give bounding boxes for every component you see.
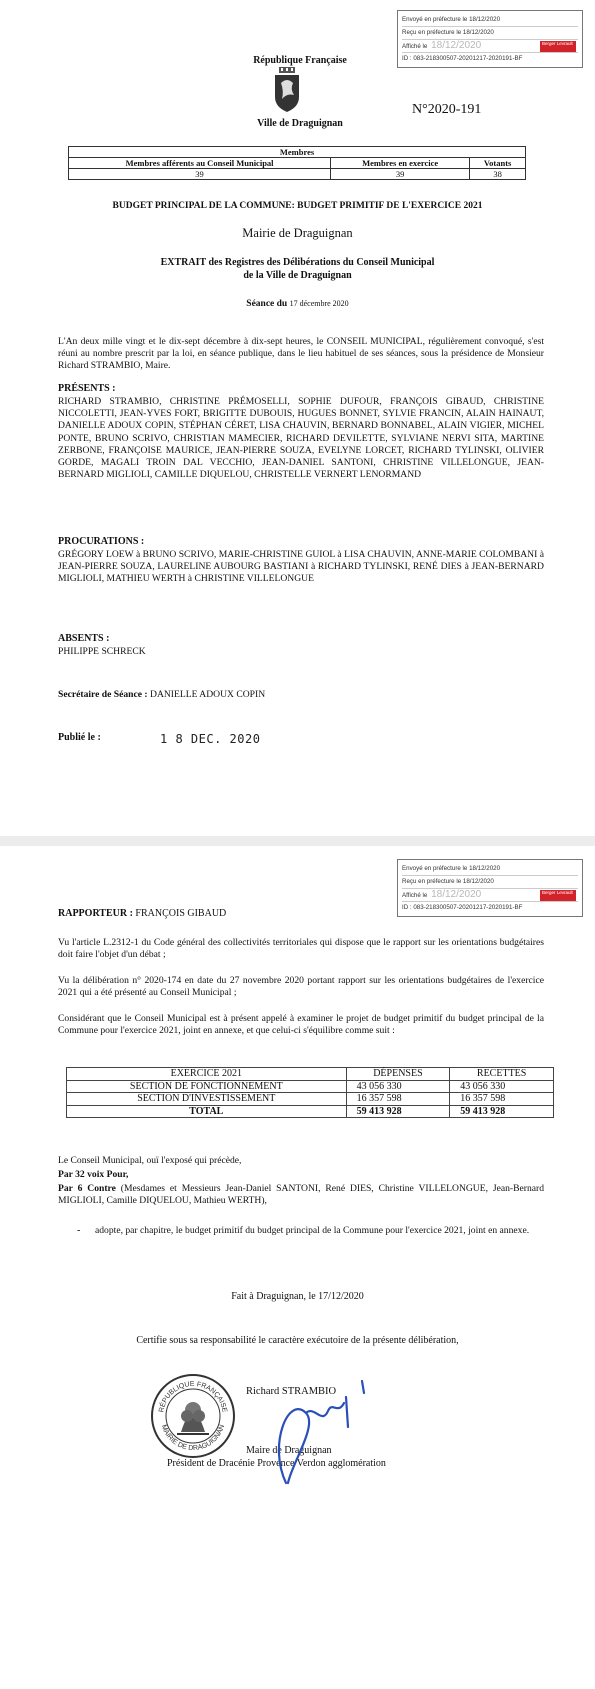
contre-label: Par 6 Contre <box>58 1183 116 1194</box>
stamp-affiche <box>402 40 578 53</box>
deliberation-number: N°2020-191 <box>412 102 482 117</box>
members-votants-value: 38 <box>470 169 526 180</box>
row-recettes: 43 056 330 <box>450 1080 554 1093</box>
considerant-paragraph: Considérant que le Conseil Municipal est à présent appelé à examiner le projet de budget primitif du budget principal de la Commune pour l'exercice 2021, joint en annexe, et que celui-ci s'équilibre comme suit : <box>58 1013 544 1036</box>
stamp-envoye: Envoyé en préfecture le 18/12/2020 <box>402 14 578 27</box>
intro-paragraph: L'An deux mille vingt et le dix-sept décembre à dix-sept heures, le CONSEIL MUNICIPAL, régulièrement convoqué, s'est réuni au nombre prescrit par la loi, en séance publique, dans le lieu habituel de ses séances, sous la présidence de Monsieur Richard STRAMBIO, Maire. <box>58 336 544 371</box>
presents-label: PRÉSENTS : <box>58 383 116 394</box>
procurations-label: PROCURATIONS : <box>58 536 145 547</box>
presents-list: RICHARD STRAMBIO, CHRISTINE PRÉMOSELLI, SOPHIE DUFOUR, FRANÇOIS GIBAUD, CHRISTINE NICCOLETTI, JEAN-YVES FORT, BRIGITTE DUBOUIS, HUGUES BONNET, SYLVIE FRANCIN, ALAIN HAINAUT, DANIELLE ADOUX COPIN, STÉPHAN CÉRET, LISA CHAUVIN, BERNARD BONNABEL, ALAIN VIGIER, MICHEL PONTE, BRUNO SCRIVO, CHRISTIAN MAMECIER, RICHARD DEVILETTE, SYLVIANE NERVI SITA, MARTINE ZERBONE, FRANÇOISE MAURICE, JEAN-PIERRE SOUZA, EVELYNE LORCET, RICHARD TYLINSKI, OLIVIER GORDE, MAGALI TROIN DAL VECCHIO, JEAN-DANIEL SANTONI, CHRISTINE VILLELONGUE, JEAN-BERNARD MIGLIOLI, CAMILLE DIQUELOU, CHRISTELLE VERNERT LENORMAND <box>58 396 544 481</box>
stamp-affiche-label: Affiché le <box>402 43 428 50</box>
mayor-president-title: Président de Dracénie Provence Verdon agglomération <box>167 1458 386 1469</box>
row-depenses: 16 357 598 <box>346 1093 450 1106</box>
oui-line: Le Conseil Municipal, ouï l'exposé qui précède, <box>58 1155 242 1166</box>
members-col-exercice: Membres en exercice <box>331 158 470 169</box>
berger-levrault-logo: Berger Levrault <box>540 890 576 901</box>
secretaire-label: Secrétaire de Séance : <box>58 689 148 700</box>
table-row <box>67 1093 554 1106</box>
prefecture-stamp <box>397 10 583 68</box>
extrait-line-1: EXTRAIT des Registres des Délibérations du Conseil Municipal <box>160 257 435 268</box>
stamp-recu <box>402 27 578 40</box>
stamp-affiche-date: 18/12/2020 <box>431 889 482 900</box>
seance-label: Séance du <box>246 299 288 309</box>
contre-detail: (Mesdames et Messieurs Jean-Daniel SANTONI, René DIES, Christine VILLELONGUE, Jean-Bernard MIGLIOLI, Camille DIQUELOU, Mathieu WERTH), <box>58 1183 545 1206</box>
publie-date-stamp: 1 8 DEC. 2020 <box>160 732 261 746</box>
total-recettes: 59 413 928 <box>450 1105 554 1118</box>
mayor-name: Richard STRAMBIO <box>246 1386 337 1397</box>
row-label: SECTION D'INVESTISSEMENT <box>67 1093 347 1106</box>
members-afferents-value: 39 <box>69 169 331 180</box>
stamp-affiche-label: Affiché le <box>402 892 428 899</box>
rapporteur-name: FRANÇOIS GIBAUD <box>135 908 227 919</box>
rapporteur-label: RAPPORTEUR : <box>58 908 133 919</box>
absents-list: PHILIPPE SCHRECK <box>58 646 146 657</box>
republique-francaise: République Française <box>253 55 347 66</box>
adopte-paragraph: adopte, par chapitre, le budget primitif du budget principal de la Commune pour l'exercice 2021, joint en annexe. <box>95 1225 530 1236</box>
budget-header-exercice: EXERCICE 2021 <box>67 1068 347 1081</box>
members-exercice-value: 39 <box>331 169 470 180</box>
stamp-envoye: Envoyé en préfecture le 18/12/2020 <box>402 863 578 876</box>
budget-header-recettes: RECETTES <box>450 1068 554 1081</box>
rapporteur-line <box>58 908 544 920</box>
document-page-1 <box>0 0 595 836</box>
stamp-id: ID : 083-218300507-20201217-2020191-BF <box>402 55 523 62</box>
total-depenses: 59 413 928 <box>346 1105 450 1118</box>
stamp-affiche-date: 18/12/2020 <box>431 40 482 51</box>
budget-table <box>66 1067 554 1118</box>
seance-heading <box>30 299 565 309</box>
members-col-votants: Votants <box>470 158 526 169</box>
stamp-recu: Reçu en préfecture le 18/12/2020 <box>402 876 578 889</box>
row-depenses: 43 056 330 <box>346 1080 450 1093</box>
pour-line: Par 32 voix Pour, <box>58 1169 129 1180</box>
stamp-affiche <box>402 889 578 902</box>
secretaire-name: DANIELLE ADOUX COPIN <box>150 689 266 700</box>
certifie-line: Certifie sous sa responsabilité le caractère exécutoire de la présente délibération, <box>136 1335 459 1346</box>
vu-paragraph-1: Vu l'article L.2312-1 du Code général des collectivités territoriales qui dispose que le rapport sur les orientations budgétaires doit faire l'objet d'un débat ; <box>58 937 544 960</box>
handwritten-signature <box>258 1375 378 1485</box>
stamp-id: ID : 083-218300507-20201217-2020191-BF <box>402 904 523 911</box>
mairie-heading: Mairie de Draguignan <box>242 226 353 240</box>
publie-label: Publié le : <box>58 732 101 743</box>
fait-a-line: Fait à Draguignan, le 17/12/2020 <box>231 1291 364 1302</box>
extrait-line-2: de la Ville de Draguignan <box>243 270 352 281</box>
seal-bottom-text: MAIRIE DE DRAGUIGNAN <box>159 1423 227 1453</box>
coat-of-arms-icon <box>272 67 302 113</box>
ville-de-draguignan: Ville de Draguignan <box>257 118 343 129</box>
contre-paragraph <box>58 1183 544 1207</box>
vu-paragraph-2: Vu la délibération n° 2020-174 en date du 27 novembre 2020 portant rapport sur les orientations budgétaires de l'exercice 2021 qui a été présenté au Conseil Municipal ; <box>58 975 544 998</box>
members-col-afferents: Membres afférents au Conseil Municipal <box>69 158 331 169</box>
secretaire-line <box>58 689 544 701</box>
stamp-recu-text: Reçu en préfecture le 18/12/2020 <box>402 29 494 36</box>
row-label: SECTION DE FONCTIONNEMENT <box>67 1080 347 1093</box>
members-table <box>68 146 526 180</box>
members-title: Membres <box>69 147 526 158</box>
mayor-title: Maire de Draguignan <box>246 1445 332 1456</box>
procurations-list: GRÉGORY LOEW à BRUNO SCRIVO, MARIE-CHRISTINE GUIOL à LISA CHAUVIN, ANNE-MARIE COLOMBANI à JEAN-PIERRE SOUZA, LAURELINE AUBOURG BASTIANI à RICHARD TYLINSKI, RENÉ DIES à JEAN-BERNARD MIGLIOLI, MATHIEU WERTH à CHRISTINE VILLELONGUE <box>58 549 544 585</box>
absents-label: ABSENTS : <box>58 633 110 644</box>
mairie-seal-stamp <box>149 1372 237 1460</box>
table-total-row <box>67 1105 554 1118</box>
budget-title: BUDGET PRINCIPAL DE LA COMMUNE: BUDGET PRIMITIF DE L'EXERCICE 2021 <box>112 201 483 211</box>
table-row <box>67 1080 554 1093</box>
berger-levrault-logo: Berger Levrault <box>540 41 576 52</box>
seal-top-text: RÉPUBLIQUE FRANÇAISE <box>158 1380 228 1413</box>
document-page-2 <box>0 846 595 1689</box>
bullet-mark: - <box>77 1225 81 1236</box>
budget-header-depenses: DÉPENSES <box>346 1068 450 1081</box>
seance-date: 17 décembre 2020 <box>289 299 349 308</box>
total-label: TOTAL <box>67 1105 347 1118</box>
extrait-heading <box>30 256 565 282</box>
row-recettes: 16 357 598 <box>450 1093 554 1106</box>
